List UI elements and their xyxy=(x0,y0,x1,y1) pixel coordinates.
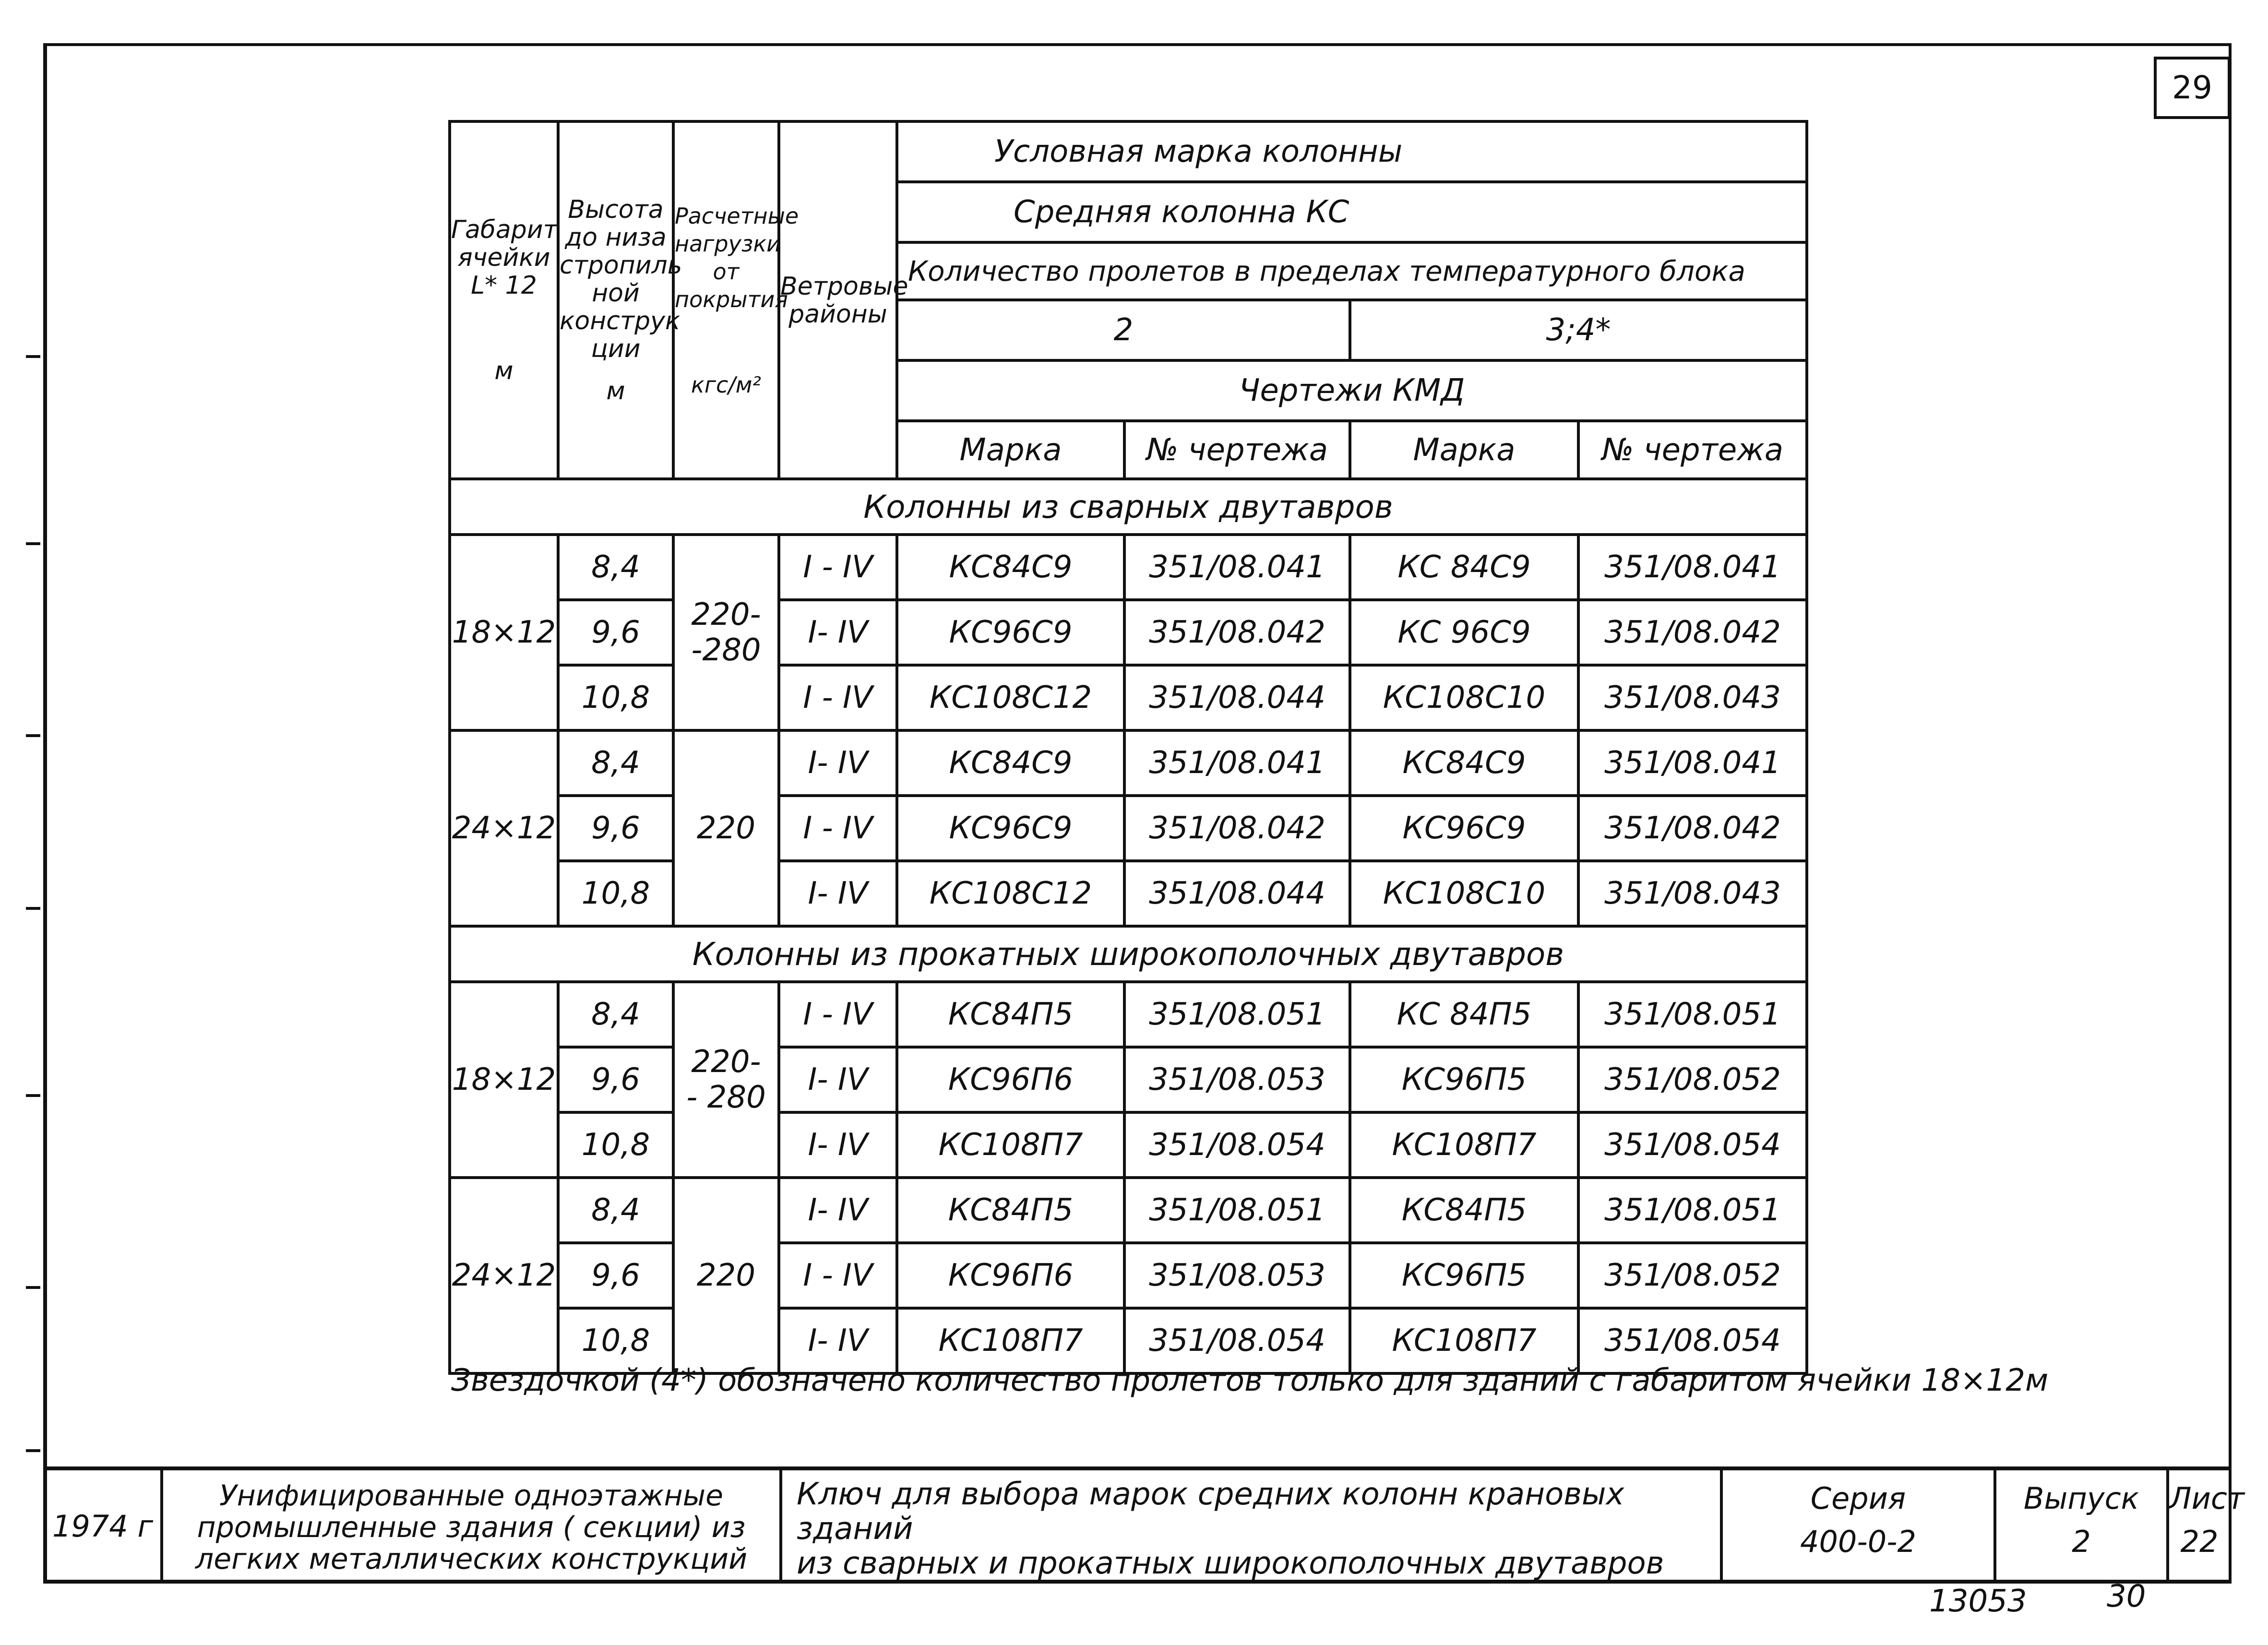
cell-load: 220- - 280 xyxy=(673,982,779,1178)
cell-height: 8,4 xyxy=(558,982,673,1047)
title-organization: Унифицированные одноэтажные промышленные здания ( секции) из легких металлических конструкций xyxy=(160,1470,779,1582)
cell-drawing-34: 351/08.051 xyxy=(1578,1178,1807,1243)
cell-drawing-2: 351/08.051 xyxy=(1124,982,1350,1047)
table-row xyxy=(450,665,1807,730)
cell-drawing-34: 351/08.043 xyxy=(1578,665,1807,730)
cell-height: 9,6 xyxy=(558,1243,673,1308)
cell-drawing-34: 351/08.054 xyxy=(1578,1308,1807,1373)
cell-wind: I- IV xyxy=(779,730,897,796)
footnote: Звездочкой (4*) обозначено количество пролетов только для зданий с габаритом ячейки 18×12м xyxy=(451,1363,2049,1398)
header-mark-34: Марка xyxy=(1350,421,1578,479)
cell-mark-34: КС96С9 xyxy=(1350,796,1578,861)
cell-wind: I- IV xyxy=(779,1047,897,1112)
header-drawing-no-2: № чертежа xyxy=(1124,421,1350,479)
cell-height: 9,6 xyxy=(558,600,673,665)
margin-marks xyxy=(26,336,45,1488)
cell-mark-2: КС84С9 xyxy=(897,730,1124,796)
table-row xyxy=(450,730,1807,796)
header-mark-title: Условная марка колонны xyxy=(897,121,1807,182)
cell-height: 8,4 xyxy=(558,1178,673,1243)
bottom-number-inventory: 13053 xyxy=(1929,1584,2027,1619)
cell-drawing-2: 351/08.051 xyxy=(1124,1178,1350,1243)
cell-drawing-2: 351/08.053 xyxy=(1124,1243,1350,1308)
cell-drawing-2: 351/08.042 xyxy=(1124,796,1350,861)
title-block xyxy=(45,1466,2245,1582)
cell-mark-34: КС 84П5 xyxy=(1350,982,1578,1047)
cell-mark-2: КС84П5 xyxy=(897,1178,1124,1243)
cell-mark-34: КС 84С9 xyxy=(1350,535,1578,600)
cell-height: 8,4 xyxy=(558,535,673,600)
header-span-2: 2 xyxy=(897,300,1350,360)
header-gabarit: Габарит ячейки L* 12 м xyxy=(450,121,558,479)
cell-mark-2: КС108С12 xyxy=(897,665,1124,730)
cell-height: 10,8 xyxy=(558,1112,673,1178)
cell-drawing-34: 351/08.041 xyxy=(1578,535,1807,600)
table-row xyxy=(450,600,1807,665)
cell-load: 220 xyxy=(673,1178,779,1373)
header-span-34: 3;4* xyxy=(1350,300,1807,360)
cell-drawing-34: 351/08.042 xyxy=(1578,796,1807,861)
cell-wind: I - IV xyxy=(779,1243,897,1308)
cell-gabarit: 18×12 xyxy=(450,982,558,1178)
title-year: 1974 г xyxy=(52,1508,154,1544)
header-mark-2: Марка xyxy=(897,421,1124,479)
cell-drawing-2: 351/08.044 xyxy=(1124,861,1350,926)
column-key-table xyxy=(448,120,1808,1375)
cell-wind: I - IV xyxy=(779,665,897,730)
header-wind: Ветровые районы xyxy=(779,121,897,479)
section-title: Колонны из прокатных широкополочных двутавров xyxy=(450,926,1807,982)
cell-mark-34: КС108П7 xyxy=(1350,1112,1578,1178)
cell-wind: I- IV xyxy=(779,1178,897,1243)
bottom-number-page: 30 xyxy=(2107,1579,2146,1614)
cell-mark-2: КС84С9 xyxy=(897,535,1124,600)
cell-gabarit: 18×12 xyxy=(450,535,558,730)
header-height: Высота до низа стропиль ной конструк ции м xyxy=(558,121,673,479)
sheet-top-number: 29 xyxy=(2154,57,2231,119)
cell-mark-34: КС108П7 xyxy=(1350,1308,1578,1373)
cell-drawing-2: 351/08.053 xyxy=(1124,1047,1350,1112)
cell-gabarit: 24×12 xyxy=(450,1178,558,1373)
cell-wind: I- IV xyxy=(779,861,897,926)
table-row xyxy=(450,1243,1807,1308)
cell-wind: I - IV xyxy=(779,535,897,600)
cell-drawing-34: 351/08.051 xyxy=(1578,982,1807,1047)
cell-wind: I- IV xyxy=(779,1308,897,1373)
cell-mark-2: КС96С9 xyxy=(897,796,1124,861)
cell-drawing-34: 351/08.041 xyxy=(1578,730,1807,796)
cell-wind: I- IV xyxy=(779,1112,897,1178)
table-row xyxy=(450,861,1807,926)
cell-drawing-2: 351/08.041 xyxy=(1124,730,1350,796)
cell-mark-2: КС96С9 xyxy=(897,600,1124,665)
cell-wind: I- IV xyxy=(779,600,897,665)
table-row xyxy=(450,1112,1807,1178)
cell-mark-34: КС 96С9 xyxy=(1350,600,1578,665)
header-load: Расчетные нагрузки от покрытия кгс/м² xyxy=(673,121,779,479)
header-drawings: Чертежи КМД xyxy=(897,360,1807,421)
cell-mark-2: КС96П6 xyxy=(897,1243,1124,1308)
cell-drawing-34: 351/08.052 xyxy=(1578,1047,1807,1112)
cell-drawing-2: 351/08.042 xyxy=(1124,600,1350,665)
cell-mark-34: КС96П5 xyxy=(1350,1243,1578,1308)
cell-mark-34: КС84П5 xyxy=(1350,1178,1578,1243)
title-sheet: Лист 22 xyxy=(2166,1470,2230,1582)
cell-mark-2: КС108П7 xyxy=(897,1308,1124,1373)
cell-mark-34: КС84С9 xyxy=(1350,730,1578,796)
cell-mark-34: КС96П5 xyxy=(1350,1047,1578,1112)
table-row xyxy=(450,796,1807,861)
header-drawing-no-34: № чертежа xyxy=(1578,421,1807,479)
title-series: Серия 400-0-2 xyxy=(1720,1470,1993,1582)
title-issue: Выпуск 2 xyxy=(1993,1470,2166,1582)
table-row xyxy=(450,1178,1807,1243)
cell-mark-2: КС96П6 xyxy=(897,1047,1124,1112)
cell-height: 8,4 xyxy=(558,730,673,796)
cell-mark-34: КС108С10 xyxy=(1350,861,1578,926)
table-row xyxy=(450,535,1807,600)
cell-height: 9,6 xyxy=(558,796,673,861)
cell-mark-2: КС108П7 xyxy=(897,1112,1124,1178)
cell-wind: I - IV xyxy=(779,796,897,861)
cell-drawing-2: 351/08.044 xyxy=(1124,665,1350,730)
title-document: Ключ для выбора марок средних колонн крановых зданий из сварных и прокатных широкополочных двутавров xyxy=(779,1470,1720,1582)
cell-height: 10,8 xyxy=(558,861,673,926)
table-row xyxy=(450,1047,1807,1112)
cell-load: 220 xyxy=(673,730,779,926)
cell-height: 10,8 xyxy=(558,665,673,730)
cell-drawing-34: 351/08.043 xyxy=(1578,861,1807,926)
cell-drawing-34: 351/08.042 xyxy=(1578,600,1807,665)
cell-mark-2: КС108С12 xyxy=(897,861,1124,926)
section-title: Колонны из сварных двутавров xyxy=(450,479,1807,535)
cell-drawing-34: 351/08.054 xyxy=(1578,1112,1807,1178)
header-column-type: Средняя колонна КС xyxy=(897,182,1807,242)
cell-drawing-2: 351/08.041 xyxy=(1124,535,1350,600)
table-row xyxy=(450,982,1807,1047)
cell-mark-2: КС84П5 xyxy=(897,982,1124,1047)
cell-gabarit: 24×12 xyxy=(450,730,558,926)
cell-mark-34: КС108С10 xyxy=(1350,665,1578,730)
cell-load: 220- -280 xyxy=(673,535,779,730)
cell-drawing-2: 351/08.054 xyxy=(1124,1112,1350,1178)
cell-height: 10,8 xyxy=(558,1308,673,1373)
cell-wind: I - IV xyxy=(779,982,897,1047)
cell-drawing-2: 351/08.054 xyxy=(1124,1308,1350,1373)
header-spans-label: Количество пролетов в пределах температурного блока xyxy=(897,242,1807,300)
cell-drawing-34: 351/08.052 xyxy=(1578,1243,1807,1308)
cell-height: 9,6 xyxy=(558,1047,673,1112)
